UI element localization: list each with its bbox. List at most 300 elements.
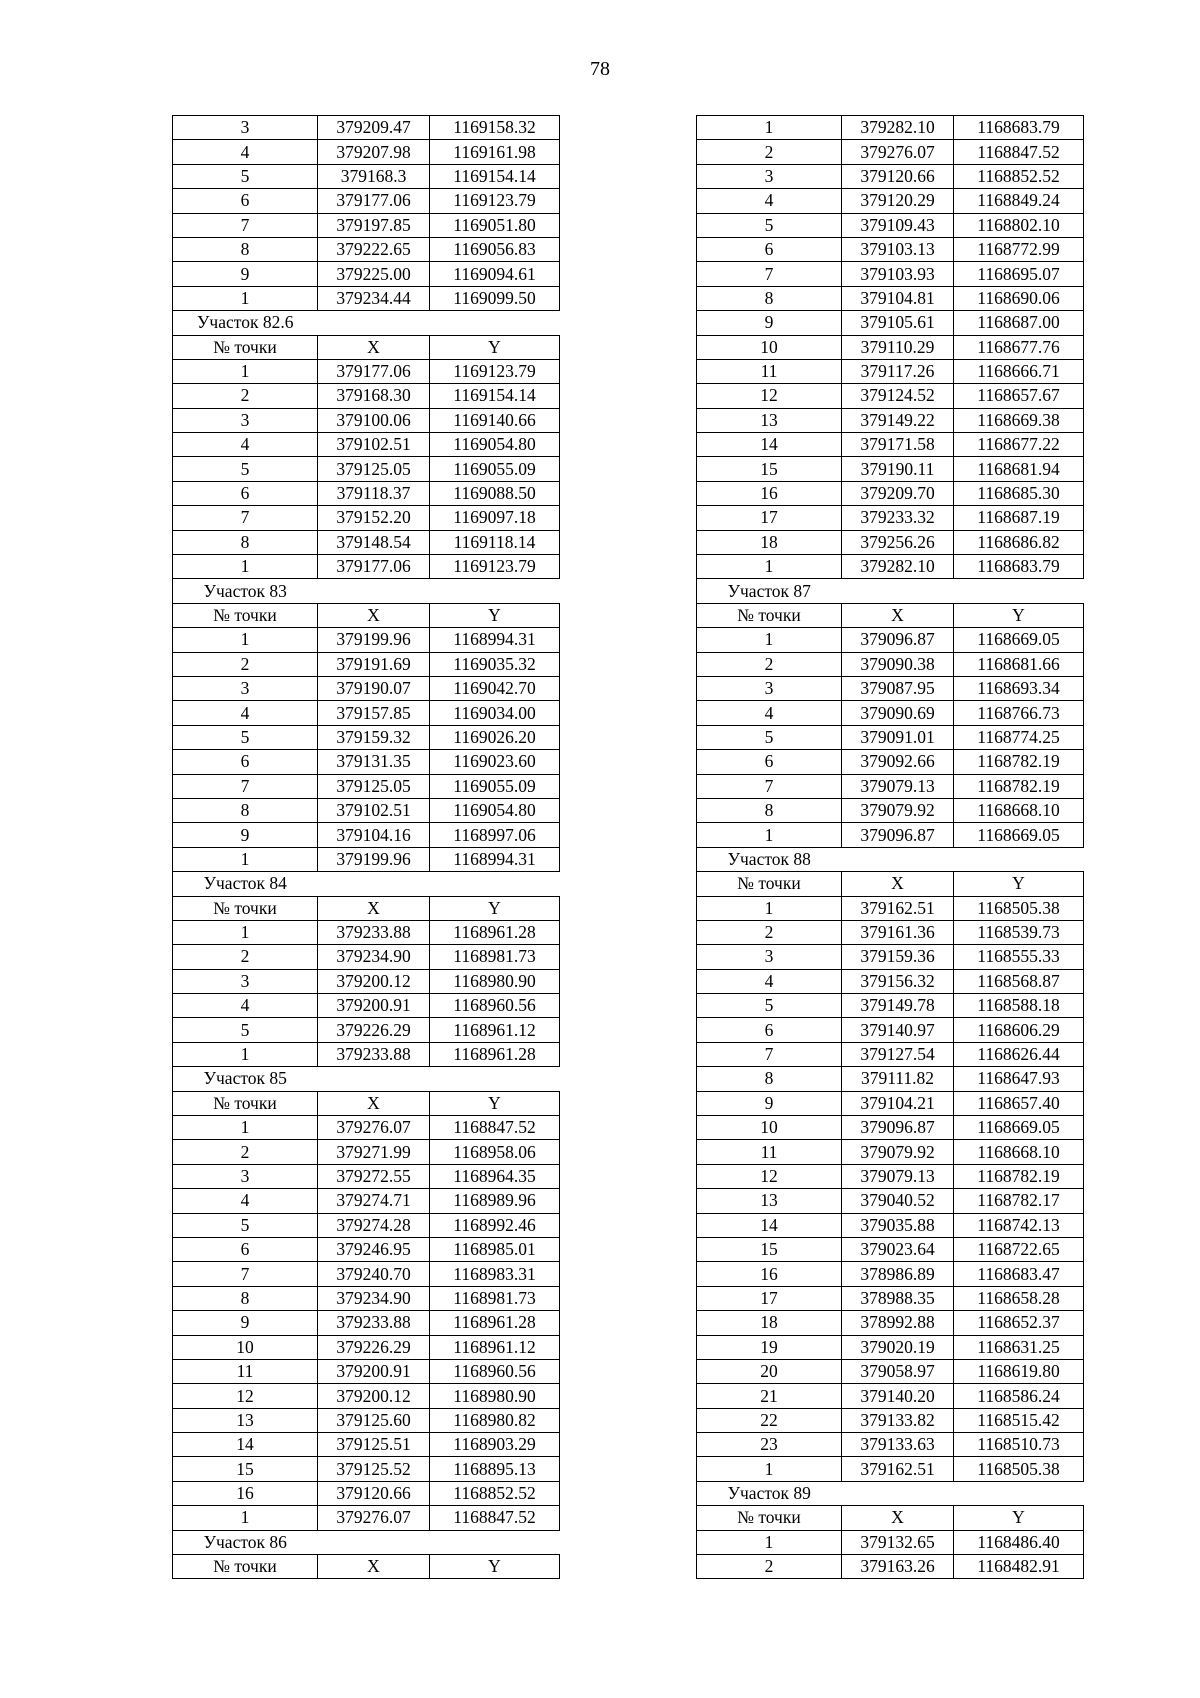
- table-row: [173, 237, 560, 261]
- table-row: [173, 969, 560, 993]
- table-row: [173, 1481, 560, 1505]
- point-number-header: № точки: [173, 603, 318, 627]
- point-number-cell: 1: [697, 628, 842, 652]
- point-number-cell: 14: [697, 1213, 842, 1237]
- x-coordinate-cell: 379177.06: [318, 359, 430, 383]
- x-header: X: [318, 896, 430, 920]
- y-coordinate-cell: 1168994.31: [430, 628, 560, 652]
- y-coordinate-cell: 1168994.31: [430, 847, 560, 871]
- x-coordinate-cell: 379117.26: [842, 359, 954, 383]
- y-coordinate-cell: 1168683.47: [954, 1262, 1084, 1286]
- table-row: [697, 286, 1084, 310]
- point-number-cell: 8: [697, 286, 842, 310]
- table-header-row: [173, 896, 560, 920]
- table-row: [697, 1116, 1084, 1140]
- y-coordinate-cell: 1168742.13: [954, 1213, 1084, 1237]
- y-coordinate-cell: 1168669.05: [954, 1116, 1084, 1140]
- table-row: [697, 1237, 1084, 1261]
- x-coordinate-cell: 379020.19: [842, 1335, 954, 1359]
- x-coordinate-cell: 379131.35: [318, 750, 430, 774]
- x-coordinate-cell: 379200.12: [318, 969, 430, 993]
- point-number-cell: 11: [173, 1359, 318, 1383]
- section-title-row: [697, 847, 1084, 871]
- x-coordinate-cell: 379104.16: [318, 823, 430, 847]
- section-title: Участок 89: [697, 1481, 842, 1505]
- point-number-cell: 2: [173, 1140, 318, 1164]
- y-header: Y: [430, 603, 560, 627]
- x-coordinate-cell: 379111.82: [842, 1067, 954, 1091]
- table-row: [697, 1335, 1084, 1359]
- y-coordinate-cell: 1168847.52: [430, 1116, 560, 1140]
- table-row: [173, 774, 560, 798]
- table-row: [173, 920, 560, 944]
- x-coordinate-cell: 378986.89: [842, 1262, 954, 1286]
- section-title-spacer: [318, 311, 560, 335]
- point-number-cell: 9: [697, 1091, 842, 1115]
- table-row: [173, 189, 560, 213]
- x-coordinate-cell: 379109.43: [842, 213, 954, 237]
- point-number-cell: 6: [173, 481, 318, 505]
- y-coordinate-cell: 1168960.56: [430, 994, 560, 1018]
- point-number-cell: 8: [173, 530, 318, 554]
- y-coordinate-cell: 1169055.09: [430, 457, 560, 481]
- table-row: [697, 920, 1084, 944]
- y-coordinate-cell: 1168961.12: [430, 1335, 560, 1359]
- x-coordinate-cell: 379199.96: [318, 847, 430, 871]
- x-coordinate-cell: 379168.30: [318, 384, 430, 408]
- x-coordinate-cell: 379272.55: [318, 1164, 430, 1188]
- point-number-cell: 1: [173, 1506, 318, 1530]
- x-coordinate-cell: 379133.82: [842, 1408, 954, 1432]
- point-number-cell: 4: [173, 701, 318, 725]
- y-coordinate-cell: 1168687.00: [954, 311, 1084, 335]
- y-coordinate-cell: 1168683.79: [954, 555, 1084, 579]
- point-number-cell: 18: [697, 1311, 842, 1335]
- y-coordinate-cell: 1168685.30: [954, 481, 1084, 505]
- y-coordinate-cell: 1168668.10: [954, 798, 1084, 822]
- table-row: [173, 798, 560, 822]
- right-coordinates-table: [696, 115, 1084, 1579]
- y-coordinate-cell: 1168997.06: [430, 823, 560, 847]
- table-row: [697, 628, 1084, 652]
- table-row: [697, 237, 1084, 261]
- table-row: [173, 652, 560, 676]
- x-header: X: [318, 1555, 430, 1579]
- table-row: [697, 994, 1084, 1018]
- y-coordinate-cell: 1168652.37: [954, 1311, 1084, 1335]
- point-number-cell: 4: [173, 433, 318, 457]
- point-number-cell: 2: [173, 652, 318, 676]
- x-coordinate-cell: 379079.92: [842, 1140, 954, 1164]
- x-coordinate-cell: 378992.88: [842, 1311, 954, 1335]
- point-number-cell: 8: [173, 237, 318, 261]
- y-coordinate-cell: 1168782.17: [954, 1189, 1084, 1213]
- x-coordinate-cell: 379105.61: [842, 311, 954, 335]
- x-coordinate-cell: 379096.87: [842, 628, 954, 652]
- table-row: [173, 945, 560, 969]
- y-coordinate-cell: 1168658.28: [954, 1286, 1084, 1310]
- point-number-cell: 4: [697, 969, 842, 993]
- y-coordinate-cell: 1168903.29: [430, 1433, 560, 1457]
- point-number-cell: 1: [697, 555, 842, 579]
- table-row: [697, 530, 1084, 554]
- y-coordinate-cell: 1168852.52: [430, 1481, 560, 1505]
- section-title-spacer: [318, 579, 560, 603]
- table-row: [173, 457, 560, 481]
- table-row: [697, 1457, 1084, 1481]
- point-number-cell: 4: [697, 189, 842, 213]
- point-number-cell: 5: [173, 1018, 318, 1042]
- section-title: Участок 87: [697, 579, 842, 603]
- table-row: [697, 1140, 1084, 1164]
- x-coordinate-cell: 379209.70: [842, 481, 954, 505]
- y-coordinate-cell: 1168852.52: [954, 164, 1084, 188]
- y-coordinate-cell: 1168985.01: [430, 1237, 560, 1261]
- table-row: [173, 164, 560, 188]
- point-number-cell: 4: [173, 1189, 318, 1213]
- x-coordinate-cell: 379132.65: [842, 1530, 954, 1554]
- x-coordinate-cell: 379120.66: [842, 164, 954, 188]
- point-number-cell: 7: [173, 1262, 318, 1286]
- x-coordinate-cell: 379102.51: [318, 798, 430, 822]
- y-coordinate-cell: 1168849.24: [954, 189, 1084, 213]
- table-row: [697, 506, 1084, 530]
- table-header-row: [173, 335, 560, 359]
- x-header: X: [842, 603, 954, 627]
- table-row: [173, 506, 560, 530]
- point-number-cell: 7: [173, 213, 318, 237]
- x-coordinate-cell: 379104.21: [842, 1091, 954, 1115]
- table-row: [173, 994, 560, 1018]
- y-coordinate-cell: 1168980.82: [430, 1408, 560, 1432]
- table-row: [173, 701, 560, 725]
- point-number-cell: 15: [697, 1237, 842, 1261]
- y-coordinate-cell: 1168505.38: [954, 1457, 1084, 1481]
- x-coordinate-cell: 379282.10: [842, 555, 954, 579]
- y-coordinate-cell: 1168782.19: [954, 1164, 1084, 1188]
- y-coordinate-cell: 1169034.00: [430, 701, 560, 725]
- point-number-cell: 1: [173, 1116, 318, 1140]
- table-row: [697, 555, 1084, 579]
- left-coordinates-table: [172, 115, 560, 1579]
- table-row: [697, 1018, 1084, 1042]
- x-header: X: [318, 1091, 430, 1115]
- y-coordinate-cell: 1168961.12: [430, 1018, 560, 1042]
- x-coordinate-cell: 379199.96: [318, 628, 430, 652]
- table-row: [173, 286, 560, 310]
- y-coordinate-cell: 1168980.90: [430, 1384, 560, 1408]
- point-number-cell: 7: [697, 774, 842, 798]
- y-coordinate-cell: 1168958.06: [430, 1140, 560, 1164]
- point-number-cell: 15: [173, 1457, 318, 1481]
- section-title: Участок 86: [173, 1530, 318, 1554]
- point-number-cell: 1: [173, 1042, 318, 1066]
- table-row: [697, 896, 1084, 920]
- point-number-cell: 1: [697, 116, 842, 140]
- table-row: [173, 1311, 560, 1335]
- x-coordinate-cell: 379209.47: [318, 116, 430, 140]
- y-coordinate-cell: 1168669.05: [954, 628, 1084, 652]
- x-coordinate-cell: 379103.13: [842, 237, 954, 261]
- table-row: [697, 1262, 1084, 1286]
- y-coordinate-cell: 1168686.82: [954, 530, 1084, 554]
- table-row: [697, 311, 1084, 335]
- x-coordinate-cell: 379159.36: [842, 945, 954, 969]
- x-coordinate-cell: 379282.10: [842, 116, 954, 140]
- y-coordinate-cell: 1169035.32: [430, 652, 560, 676]
- x-coordinate-cell: 379118.37: [318, 481, 430, 505]
- table-row: [173, 1457, 560, 1481]
- section-title-row: [173, 579, 560, 603]
- table-row: [697, 1091, 1084, 1115]
- x-coordinate-cell: 379091.01: [842, 725, 954, 749]
- table-row: [697, 189, 1084, 213]
- point-number-header: № точки: [173, 896, 318, 920]
- point-number-cell: 12: [697, 384, 842, 408]
- y-coordinate-cell: 1168677.76: [954, 335, 1084, 359]
- y-coordinate-cell: 1169140.66: [430, 408, 560, 432]
- x-coordinate-cell: 379090.69: [842, 701, 954, 725]
- x-coordinate-cell: 379234.90: [318, 1286, 430, 1310]
- x-coordinate-cell: 379177.06: [318, 555, 430, 579]
- section-title-spacer: [842, 579, 1084, 603]
- section-title-spacer: [842, 1481, 1084, 1505]
- point-number-cell: 8: [697, 1067, 842, 1091]
- table-row: [697, 1042, 1084, 1066]
- y-coordinate-cell: 1168766.73: [954, 701, 1084, 725]
- point-number-cell: 1: [697, 1530, 842, 1554]
- table-row: [173, 1116, 560, 1140]
- y-coordinate-cell: 1168626.44: [954, 1042, 1084, 1066]
- point-number-cell: 14: [697, 433, 842, 457]
- table-header-row: [697, 603, 1084, 627]
- table-row: [697, 433, 1084, 457]
- y-coordinate-cell: 1168802.10: [954, 213, 1084, 237]
- table-row: [697, 652, 1084, 676]
- table-row: [173, 1164, 560, 1188]
- x-coordinate-cell: 379127.54: [842, 1042, 954, 1066]
- point-number-cell: 15: [697, 457, 842, 481]
- point-number-cell: 3: [173, 116, 318, 140]
- y-coordinate-cell: 1169026.20: [430, 725, 560, 749]
- table-row: [173, 1359, 560, 1383]
- point-number-cell: 3: [697, 945, 842, 969]
- table-row: [697, 798, 1084, 822]
- x-coordinate-cell: 379233.32: [842, 506, 954, 530]
- y-coordinate-cell: 1168722.65: [954, 1237, 1084, 1261]
- x-coordinate-cell: 379096.87: [842, 823, 954, 847]
- y-coordinate-cell: 1168681.94: [954, 457, 1084, 481]
- table-row: [697, 262, 1084, 286]
- y-coordinate-cell: 1168510.73: [954, 1433, 1084, 1457]
- x-coordinate-cell: 379233.88: [318, 920, 430, 944]
- table-header-row: [173, 1091, 560, 1115]
- table-row: [173, 384, 560, 408]
- point-number-cell: 3: [173, 969, 318, 993]
- y-coordinate-cell: 1168847.52: [430, 1506, 560, 1530]
- section-title: Участок 88: [697, 847, 842, 871]
- table-row: [697, 1189, 1084, 1213]
- x-coordinate-cell: 379159.32: [318, 725, 430, 749]
- point-number-cell: 2: [173, 384, 318, 408]
- y-coordinate-cell: 1168981.73: [430, 1286, 560, 1310]
- point-number-cell: 1: [173, 847, 318, 871]
- x-coordinate-cell: 379023.64: [842, 1237, 954, 1261]
- point-number-cell: 4: [173, 140, 318, 164]
- x-coordinate-cell: 379276.07: [318, 1116, 430, 1140]
- x-coordinate-cell: 379090.38: [842, 652, 954, 676]
- y-header: Y: [430, 1555, 560, 1579]
- y-coordinate-cell: 1168619.80: [954, 1359, 1084, 1383]
- table-row: [697, 945, 1084, 969]
- x-coordinate-cell: 379276.07: [842, 140, 954, 164]
- table-row: [173, 1506, 560, 1530]
- y-coordinate-cell: 1168690.06: [954, 286, 1084, 310]
- point-number-cell: 6: [697, 750, 842, 774]
- table-row: [173, 1213, 560, 1237]
- x-coordinate-cell: 379200.12: [318, 1384, 430, 1408]
- x-coordinate-cell: 379168.3: [318, 164, 430, 188]
- table-row: [697, 481, 1084, 505]
- x-coordinate-cell: 379125.52: [318, 1457, 430, 1481]
- table-row: [697, 164, 1084, 188]
- table-row: [173, 1140, 560, 1164]
- point-number-cell: 11: [697, 1140, 842, 1164]
- y-coordinate-cell: 1168515.42: [954, 1408, 1084, 1432]
- point-number-cell: 6: [173, 1237, 318, 1261]
- x-coordinate-cell: 379162.51: [842, 1457, 954, 1481]
- point-number-cell: 1: [697, 823, 842, 847]
- point-number-cell: 3: [173, 408, 318, 432]
- y-coordinate-cell: 1168774.25: [954, 725, 1084, 749]
- x-coordinate-cell: 379157.85: [318, 701, 430, 725]
- section-title-row: [697, 579, 1084, 603]
- point-number-cell: 5: [697, 725, 842, 749]
- point-number-cell: 6: [697, 237, 842, 261]
- y-coordinate-cell: 1168505.38: [954, 896, 1084, 920]
- x-coordinate-cell: 379177.06: [318, 189, 430, 213]
- point-number-cell: 8: [697, 798, 842, 822]
- point-number-cell: 2: [697, 140, 842, 164]
- point-number-cell: 18: [697, 530, 842, 554]
- x-header: X: [842, 872, 954, 896]
- point-number-cell: 21: [697, 1384, 842, 1408]
- page-number: 78: [590, 58, 610, 80]
- y-coordinate-cell: 1168989.96: [430, 1189, 560, 1213]
- y-coordinate-cell: 1168555.33: [954, 945, 1084, 969]
- table-row: [173, 823, 560, 847]
- y-coordinate-cell: 1169161.98: [430, 140, 560, 164]
- table-row: [173, 1018, 560, 1042]
- point-number-cell: 9: [697, 311, 842, 335]
- x-coordinate-cell: 379225.00: [318, 262, 430, 286]
- x-coordinate-cell: 379040.52: [842, 1189, 954, 1213]
- table-row: [173, 555, 560, 579]
- y-coordinate-cell: 1169056.83: [430, 237, 560, 261]
- y-coordinate-cell: 1169158.32: [430, 116, 560, 140]
- table-row: [697, 140, 1084, 164]
- x-coordinate-cell: 379140.20: [842, 1384, 954, 1408]
- point-number-cell: 22: [697, 1408, 842, 1432]
- table-row: [697, 213, 1084, 237]
- point-number-cell: 9: [173, 262, 318, 286]
- x-coordinate-cell: 379096.87: [842, 1116, 954, 1140]
- x-coordinate-cell: 379163.26: [842, 1555, 954, 1579]
- x-coordinate-cell: 379276.07: [318, 1506, 430, 1530]
- y-coordinate-cell: 1168669.38: [954, 408, 1084, 432]
- table-row: [697, 725, 1084, 749]
- point-number-cell: 1: [173, 555, 318, 579]
- x-coordinate-cell: 379133.63: [842, 1433, 954, 1457]
- x-coordinate-cell: 379125.60: [318, 1408, 430, 1432]
- point-number-cell: 17: [697, 506, 842, 530]
- table-row: [697, 408, 1084, 432]
- y-coordinate-cell: 1169097.18: [430, 506, 560, 530]
- section-title-row: [173, 311, 560, 335]
- x-coordinate-cell: 379125.51: [318, 1433, 430, 1457]
- point-number-header: № точки: [697, 603, 842, 627]
- section-title-row: [173, 872, 560, 896]
- table-header-row: [173, 603, 560, 627]
- point-number-cell: 7: [173, 774, 318, 798]
- y-header: Y: [430, 335, 560, 359]
- x-coordinate-cell: 379197.85: [318, 213, 430, 237]
- y-coordinate-cell: 1169054.80: [430, 798, 560, 822]
- point-number-cell: 12: [173, 1384, 318, 1408]
- table-row: [173, 262, 560, 286]
- x-coordinate-cell: 379233.88: [318, 1311, 430, 1335]
- y-coordinate-cell: 1168486.40: [954, 1530, 1084, 1554]
- x-coordinate-cell: 379234.44: [318, 286, 430, 310]
- y-coordinate-cell: 1168668.10: [954, 1140, 1084, 1164]
- table-row: [697, 1286, 1084, 1310]
- table-row: [697, 1555, 1084, 1579]
- table-row: [697, 384, 1084, 408]
- point-number-cell: 3: [173, 676, 318, 700]
- section-title-spacer: [842, 847, 1084, 871]
- y-coordinate-cell: 1169123.79: [430, 555, 560, 579]
- y-header: Y: [430, 896, 560, 920]
- y-coordinate-cell: 1169123.79: [430, 189, 560, 213]
- y-coordinate-cell: 1169099.50: [430, 286, 560, 310]
- x-coordinate-cell: 379035.88: [842, 1213, 954, 1237]
- y-coordinate-cell: 1168482.91: [954, 1555, 1084, 1579]
- point-number-cell: 10: [697, 1116, 842, 1140]
- point-number-cell: 10: [173, 1335, 318, 1359]
- x-coordinate-cell: 379190.07: [318, 676, 430, 700]
- x-coordinate-cell: 379079.13: [842, 1164, 954, 1188]
- y-coordinate-cell: 1168669.05: [954, 823, 1084, 847]
- x-coordinate-cell: 378988.35: [842, 1286, 954, 1310]
- table-row: [697, 116, 1084, 140]
- y-header: Y: [954, 603, 1084, 627]
- point-number-cell: 16: [697, 1262, 842, 1286]
- table-row: [173, 1433, 560, 1457]
- y-coordinate-cell: 1168681.66: [954, 652, 1084, 676]
- point-number-cell: 12: [697, 1164, 842, 1188]
- point-number-cell: 16: [173, 1481, 318, 1505]
- table-row: [697, 750, 1084, 774]
- point-number-cell: 1: [697, 1457, 842, 1481]
- point-number-cell: 1: [173, 359, 318, 383]
- x-coordinate-cell: 379274.28: [318, 1213, 430, 1237]
- x-coordinate-cell: 379200.91: [318, 1359, 430, 1383]
- y-coordinate-cell: 1168586.24: [954, 1384, 1084, 1408]
- table-row: [697, 457, 1084, 481]
- x-coordinate-cell: 379162.51: [842, 896, 954, 920]
- table-row: [697, 1213, 1084, 1237]
- table-row: [173, 1286, 560, 1310]
